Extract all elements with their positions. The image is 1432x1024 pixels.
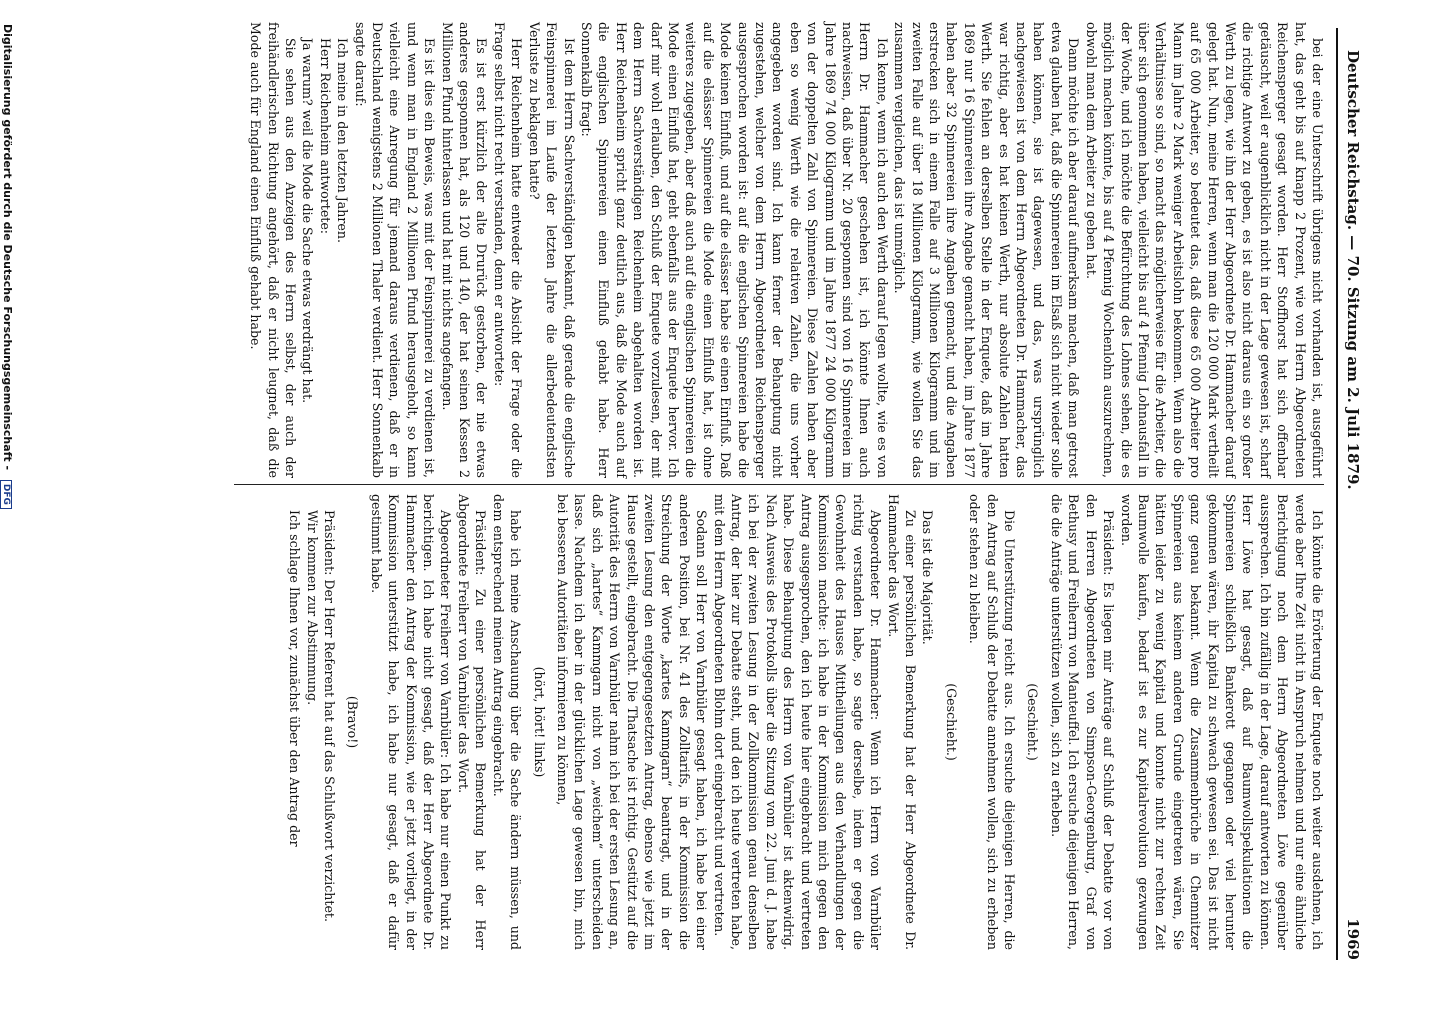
digitization-text: Digitalisierung gefördert durch die Deutsche Forschungsgemeinschaft - bbox=[1, 24, 14, 471]
paragraph: Dann möchte ich aber darauf aufmerksam machen, daß man getrost etwa glauben hat, daß die Spinnereien im Elsaß sich nicht wieder solle haben können, sie ist dagewesen, und das, was ursprünglich nachgewiesen ist von dem Herrn Abgeordneten Dr. Hammacher, das war richtig, aber es hat keinen Werth, nur absolute Zahlen hatten Werth. Sie fehlen an derselben Stelle in der Enquete, daß im Jahre 1869 nur 16 Spinnereien ihre Angabe gemacht haben, im Jahre 1877 haben aber 32 Spinnereien ihre Angaben gemacht, und die Angaben erstrecken sich in einem Falle auf 3 Millionen Kilogramm und im zweiten Falle auf über 18 Millionen Kilogramm, wie wollen Sie das zusammen vergleichen, das ist unmöglich. bbox=[892, 22, 1082, 478]
paragraph: Abgeordneter Freiherr von Varnbüler: Ich habe nur einen Punkt zu berichtigen. Ich habe nicht gesagt, daß der Herr Abgeordnete Dr. Hammacher den Antrag der Kommission, wie er jetzt vorliegt, in der Kommission unterstützt habe, ich habe nur gesagt, daß er dafür gestimmt habe. bbox=[368, 494, 454, 950]
digitization-note bbox=[0, 0, 14, 1024]
stage-note: (Bravo!) bbox=[345, 695, 361, 749]
paragraph: Ich kenne, wenn ich auch den Werth darauf legen wollte, wie es von Herrn Dr. Hammacher geschehen ist, ich könnte Ihnen auch nachweisen, daß über Nr. 20 gesponnen sind von 16 Spinnereien im Jahre 1869 74 000 Kilogramm und im Jahre 1877 24 000 Kilogramm von der doppelten Zahl von Spinnereien. Diese Zahlen haben aber eben so wenig Werth wie die relativen Zahlen, die uns vorher angegeben worden sind. Ich kann ferner der Behauptung nicht zugestehen, welcher von dem Herrn Abgeordneten Reichensperger ausgesprochen worden ist: auf die englischen Spinnereien habe die Mode keinen Einfluß, und auf die elsässer habe sie einen Einfluß. Daß auf die elsässer Spinnereien die Mode einen Einfluß hat, ist ohne weiteres zugegeben, aber daß auch auf die englischen Spinnereien die Mode einen Einfluß hat, geht ebenfalls aus der Enquete hervor. Ich darf mir wohl erlauben, den Schluß der Enquete vorzulesen, der mit dem Herrn Sachverständigen Reichenheim abgehalten worden ist. Herr Reichenheim spricht ganz deutlich aus, daß die Mode auch auf die englischen Spinnereien einen Einfluß gehabt habe. Herr Sonnenkalb fragt: bbox=[578, 22, 890, 478]
paragraph: Das ist die Majorität. bbox=[920, 510, 936, 645]
paragraph: Präsident: Zu einer persönlichen Bemerkung hat der Herr Abgeordnete Freiherr von Varnbüler das Wort. bbox=[455, 494, 489, 950]
paragraph: Präsident: Der Herr Referent hat auf das Schlußwort verzichtet. bbox=[322, 510, 338, 922]
header-rule bbox=[1336, 28, 1338, 960]
stage-note: (hört, hört! links) bbox=[531, 666, 547, 778]
paragraph: Es ist erst kürzlich der alte Drurück gestorben, der nie etwas anderes gesponnen hat, als 120 und 140, der hat seinen Kessen 2 Millionen Pfund hinterlassen und hat mit nichts angefangen. bbox=[439, 22, 490, 478]
dfg-logo: DFG bbox=[0, 480, 12, 509]
right-column bbox=[286, 494, 1326, 950]
paragraph: Ich schlage Ihnen vor, zunächst über den Antrag der bbox=[287, 510, 303, 847]
paragraph: Wir kommen zur Abstimmung. bbox=[304, 510, 320, 706]
paragraph: Ich könnte die Erörterung der Enquete noch weiter ausdehnen, ich werde aber Ihre Zeit nicht in Anspruch nehmen und nur eine ähnliche Berichtigung noch dem Herrn Abgeordneten Löwe gegenüber aussprechen. Ich bin zufällig in der Lage, darauf antworten zu können. Herr Löwe hat gesagt, daß auf Baumwollspekulationen die Spinnereien schließlich Bankerott gegangen oder viel herunter gekommen wären, ihr Kapital zu schwach gewesen sei. Das ist nicht ganz genau bekannt. Wenn die Zusammenbrüche in Chemnitzer Spinnereien aus keinem anderen Grunde eingetreten wären, Sie hätten leider zu wenig Kapital und konnte nicht zur rechten Zeit Baumwolle kaufen, bedarf ist es zur Kapitalrevolution gezwungen worden. bbox=[1118, 494, 1325, 950]
header-title: Deutscher Reichstag. — 70. Sitzung am 2. Juli 1879. bbox=[1344, 50, 1362, 490]
paragraph: Abgeordneter Dr. Hammacher: Wenn ich Herrn von Varnbüler richtig verstanden habe, so sagte derselbe, indem er gegen die Gewohnheit des Hauses Mittheilungen aus den Verhandlungen der Kommission machte: ich habe in der Kommission mich gegen den Antrag ausgesprochen, den ich heute hier eingebracht und vertreten habe. Diese Behauptung des Herrn von Varnbüler ist aktenwidrig. Nach Ausweis des Protokolls über die Sitzung vom 22. Juni d. J. habe ich bei der zweiten Lesung in der Zollkommission genau denselben Antrag, der hier zur Debatte steht, und den ich heute vertreten habe, mit dem Herrn Abgeordneten Blohm dort eingebracht und vertreten. bbox=[711, 494, 884, 950]
paragraph: Ich meine in den letzten Jahren. bbox=[335, 38, 351, 243]
left-column bbox=[247, 22, 1326, 478]
page-header bbox=[1340, 40, 1362, 960]
stage-note: (Geschieht.) bbox=[1025, 683, 1041, 761]
paragraph: Sodann soll Herr von Varnbüler gesagt haben, ich habe bei einer anderen Position, bei Nr. 41 des Zolltarifs, in der Kommission die Streichung der Worte „kartes Kammgarn“ beantragt, und in der zweiten Lesung den entgegengesetzten Antrag, ebenso wie jetzt im Hause gestellt, eingebracht. Die Thatsache ist richtig. Gestützt auf die Autorität des Herrn von Varnbüler nahm ich bei der ersten Lesung an, daß sich „hartes“ Kammgarn nicht von „weichem“ unterscheiden lasse. Nachdem ich aber in der glücklichen Lage gewesen bin, mich bei besseren Autoritäten informieren zu können, bbox=[554, 494, 710, 950]
paragraph: Zu einer persönlichen Bemerkung hat der Herr Abgeordnete Dr. Hammacher das Wort. bbox=[885, 494, 919, 950]
paragraph: Es ist dies ein Beweis, was mit der Feinspinnerei zu verdienen ist, und wenn man in England 2 Millionen Pfund herausgeholt, so kann vielleicht eine Anregung für jemand daraus verdienen, daß er in Deutschland wenigstens 2 Millionen Thaler verdient. Herr Sonnenkalb sagte darauf: bbox=[352, 22, 438, 478]
paragraph: Sie sehen aus den Anzeigen des Herrn selbst, der auch der freihändlerischen Richtung angehört, daß er nicht leugnet, daß die Mode auch für England einen Einfluß gehabt habe. bbox=[248, 22, 299, 478]
paragraph: Herr Reichenheim hatte entweder die Absicht der Frage oder die Frage selbst nicht recht verstanden, denn er antwortete: bbox=[491, 22, 525, 478]
paragraph: habe ich meine Anschauung über die Sache ändern müssen, und dem entsprechend meinen Antrag eingebracht. bbox=[490, 494, 524, 950]
paragraph: Die Unterstützung reicht aus. Ich ersuche diejenigen Herren, die den Antrag auf Schluß der Debatte annehmen wollen, sich zu erheben oder stehen zu bleiben. bbox=[967, 494, 1018, 950]
paragraph: Ja warum? weil die Mode die Sache etwas verdrängt hat. bbox=[300, 38, 316, 404]
paragraph: Herr Reichenheim antwortete: bbox=[317, 38, 333, 235]
column-divider bbox=[234, 484, 1324, 485]
paragraph: Präsident: Es liegen mir Anträge auf Schluß der Debatte vor von den Herren Abgeordneten von Simpson-Georgenburg, Graf von Bethusy und Freiherrn von Manteuffel. Ich ersuche diejenigen Herren, die die Anträge unterstützen wollen, sich zu erheben. bbox=[1048, 494, 1117, 950]
paragraph: bei der eine Unterschrift übrigens nicht vorhanden ist, ausgeführt hat, das geht bis auf knapp 2 Prozent, wie von Herrn Abgeordneten Reichensperger gesagt worden. Herr Stoffhorst hat sich offenbar getäuscht, weil er augenblicklich nicht in der Lage gewesen ist, scharf die richtige Antwort zu geben, es ist also nicht daraus ein so großer Werth zu legen, wie ihn der Herr Abgeordnete Dr. Hammacher darauf gelegt hat. Nun, meine Herren, wenn man die 120 000 Mark vertheilt auf 65 000 Arbeiter, so bedeutet das, daß diese 65 000 Arbeiter pro Mann im Jahre 2 Mark weniger Arbeitslohn bekommen. Wenn also die Verhältnisse so sind, so macht das möglicherweise für die Arbeiter, die über sich genommen haben, vielleicht bis auf 4 Pfennig Lohnausfall in der Woche, und ich möchte die Befürchtung des Lohnes sehen, die es möglich machen könnte, bis auf 4 Pfennig Wochenlohn auszurechnen, obwohl man dem Arbeiter zu geben hat. bbox=[1083, 22, 1325, 478]
page-number: 1969 bbox=[1344, 918, 1362, 960]
paragraph: Ist dem Herrn Sachverständigen bekannt, daß gerade die englische Feinspinnerei im Laufe der letzten Jahre die allerbedeutendsten Verluste zu beklagen hatte? bbox=[526, 22, 577, 478]
stage-note: (Geschieht.) bbox=[943, 683, 959, 761]
